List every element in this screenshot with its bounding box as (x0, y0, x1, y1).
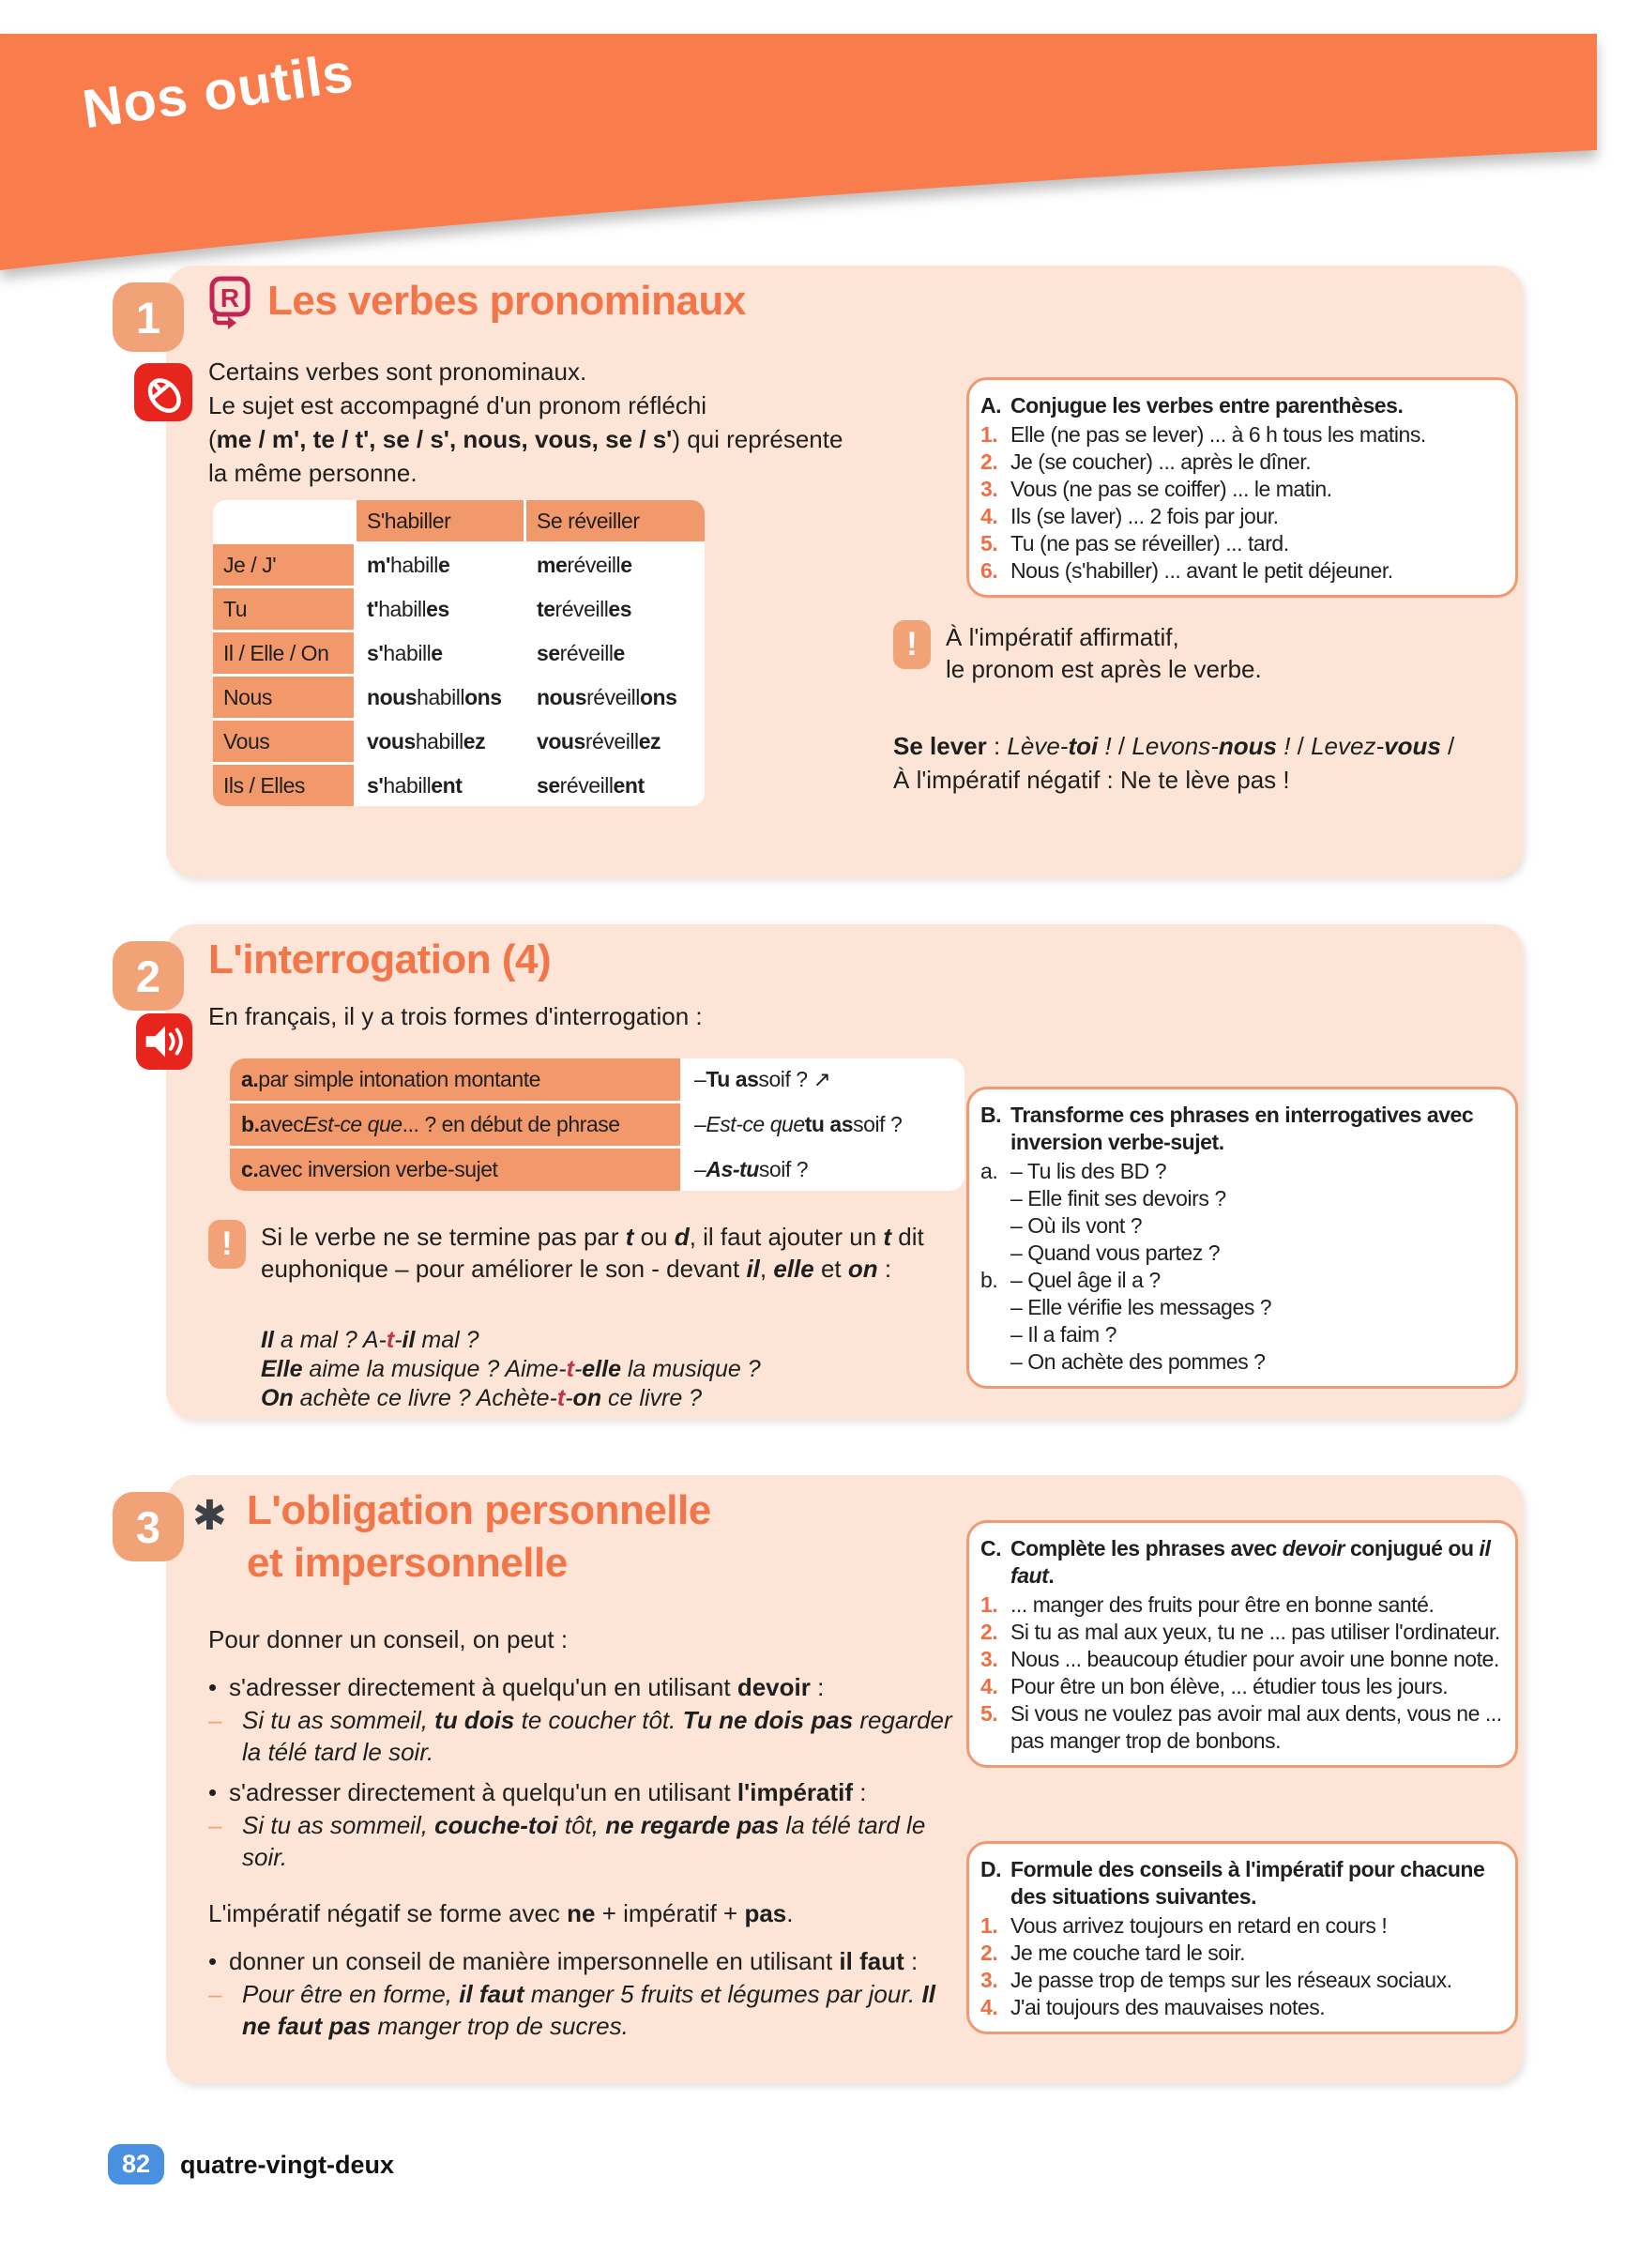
exercise-b-item: – Où ils vont ? (1010, 1213, 1143, 1238)
exercise-d-letter: D. (980, 1857, 1002, 1881)
table-cell: me réveill e (526, 544, 705, 586)
table-cell: m' habill e (357, 544, 524, 586)
table-cell: vous habill ez (357, 721, 524, 762)
exercise-b-box (966, 1087, 1518, 1389)
section-1-warning-text: À l'impératif affirmatif, le pronom est après le verbe. (946, 623, 1262, 683)
exercise-d-item: 2. Je me couche tard le soir. (980, 1941, 1246, 1965)
form-row-right: – As-tu soif ? (683, 1149, 964, 1191)
euphonic-t-examples: Il a mal ? A-t-il mal ? Elle aime la musique ? Aime-t-elle la musique ? On achète ce livre ? Achète-t-on ce livre ? (261, 1327, 761, 1411)
form-row-left: c. avec inversion verbe-sujet (230, 1149, 680, 1191)
exercise-b-item: – Il a faim ? (1010, 1322, 1116, 1347)
table-cell: s' habill ent (357, 765, 524, 806)
table-cell: nous réveill ons (526, 677, 705, 718)
page-title: Nos outils (79, 41, 357, 141)
exercise-a-item: 3. Vous (ne pas se coiffer) ... le matin. (980, 477, 1332, 501)
section-1-title-row (205, 275, 746, 333)
table-row-label: Je / J' (213, 544, 354, 586)
negative-imperative-rule: L'impératif négatif se forme avec ne + impératif + pas. (208, 1899, 794, 1927)
table-cell: t' habill es (357, 588, 524, 630)
exercise-a-item: 1. Elle (ne pas se lever) ... à 6 h tous les matins. (980, 422, 1426, 447)
exercise-a-item: 4. Ils (se laver) ... 2 fois par jour. (980, 504, 1279, 528)
advice-example-imperatif: – Si tu as sommeil, couche-toi tôt, ne regarde pas la télé tard le soir. (208, 1811, 926, 1871)
exercise-c-item: 2. Si tu as mal aux yeux, tu ne ... pas utiliser l'ordinateur. (980, 1620, 1500, 1644)
advice-bullet-imperatif: • s'adresser directement à quelqu'un en utilisant l'impératif : (208, 1778, 867, 1806)
table-row-label: Il / Elle / On (213, 632, 354, 674)
page-number-badge: 82 (108, 2144, 164, 2184)
svg-text:R: R (220, 283, 240, 312)
exercise-d-box (966, 1841, 1518, 2034)
exercise-c-item: 1. ... manger des fruits pour être en bonne santé. (980, 1592, 1435, 1617)
exercise-b-item: – Quand vous partez ? (1010, 1241, 1221, 1265)
table-cell: se réveill ent (526, 765, 705, 806)
exercise-b-item: – Elle finit ses devoirs ? (1010, 1186, 1226, 1210)
banner (0, 0, 1625, 300)
table-cell: se réveill e (526, 632, 705, 674)
interrogation-forms-table (230, 1058, 964, 1191)
advice-intro: Pour donner un conseil, on peut : (208, 1625, 569, 1653)
exercise-b-item: b. – Quel âge il a ? (980, 1268, 1161, 1292)
exercise-b-title: B. Transforme ces phrases en interrogatives avec inversion verbe-sujet. (980, 1103, 1474, 1154)
exercise-c-letter: C. (980, 1536, 1002, 1560)
section-1-number-badge: 1 (113, 282, 184, 352)
table-cell: te réveill es (526, 588, 705, 630)
table-row-label: Tu (213, 588, 354, 630)
exercise-c-item: 4. Pour être un bon élève, ... étudier tous les jours. (980, 1674, 1449, 1698)
advice-bullet-il-faut: • donner un conseil de manière impersonnelle en utilisant il faut : (208, 1947, 919, 1975)
table-header-se-reveiller: Se réveiller (526, 500, 705, 541)
conjugation-table (213, 500, 705, 806)
form-row-right: – Est-ce que tu as soif ? (683, 1104, 964, 1146)
exercise-a-item: 2. Je (se coucher) ... après le dîner. (980, 449, 1312, 474)
table-header-shabiller: S'habiller (357, 500, 524, 541)
section-2-title-row (208, 934, 551, 986)
table-cell: vous réveill ez (526, 721, 705, 762)
star-icon: ✱ (192, 1493, 227, 1539)
exercise-d-item: 4. J'ai toujours des mauvaises notes. (980, 1995, 1326, 2019)
section-1-warning (893, 620, 1262, 685)
exercise-c-box (966, 1520, 1518, 1768)
table-cell: nous habill ons (357, 677, 524, 718)
section-2-warning-text: Si le verbe ne se termine pas par t ou d, il faut ajouter un t dit euphonique – pour améliorer le son - devant il, elle et on : (261, 1223, 924, 1283)
table-row-label: Vous (213, 721, 354, 762)
advice-bullet-devoir: • s'adresser directement à quelqu'un en utilisant devoir : (208, 1673, 825, 1701)
table-header-empty (213, 500, 354, 541)
section-1-card (135, 266, 1523, 877)
exercise-b-item: a. – Tu lis des BD ? (980, 1159, 1167, 1183)
form-row-left: b. avec Est-ce que ... ? en début de phrase (230, 1104, 680, 1146)
warning-icon: ! (893, 620, 931, 669)
section-1-title: Les verbes pronominaux (267, 278, 746, 324)
mouse-activity-icon (134, 363, 192, 421)
exercise-a-title: A. Conjugue les verbes entre parenthèses. (980, 393, 1404, 418)
section-3-title-line1: L'obligation personnelle (247, 1487, 711, 1533)
table-cell: s' habill e (357, 632, 524, 674)
table-row-label: Nous (213, 677, 354, 718)
section-2-warning (208, 1220, 924, 1285)
imperative-example: Se lever : Lève-toi ! / Levons-nous ! / Levez-vous / À l'impératif négatif : Ne te lève pas ! (893, 732, 1455, 794)
section-3-card (135, 1475, 1523, 2083)
exercise-a-item: 5. Tu (ne pas se réveiller) ... tard. (980, 531, 1289, 556)
advice-example-devoir: – Si tu as sommeil, tu dois te coucher tôt. Tu ne dois pas regarder la télé tard le soir. (208, 1706, 952, 1766)
section-2-number-badge: 2 (113, 941, 184, 1011)
warning-icon: ! (208, 1220, 246, 1269)
advice-example-il-faut: – Pour être en forme, il faut manger 5 fruits et légumes par jour. Il ne faut pas manger trop de sucres. (208, 1980, 935, 2040)
exercise-a-letter: A. (980, 393, 1002, 418)
section-3-body (208, 1623, 959, 2050)
exercise-d-item: 3. Je passe trop de temps sur les réseaux sociaux. (980, 1968, 1452, 1992)
section-2-intro: En français, il y a trois formes d'interrogation : (208, 1002, 703, 1030)
section-3-title-line2: et impersonnelle (247, 1540, 568, 1586)
section-2-title: L'interrogation (4) (208, 936, 552, 982)
form-row-right: – Tu as soif ? ↗ (683, 1058, 964, 1101)
section-3-number-badge: 3 (113, 1492, 184, 1561)
exercise-b-item: – Elle vérifie les messages ? (1010, 1295, 1272, 1319)
section-2-card (135, 924, 1523, 1419)
table-row-label: Ils / Elles (213, 765, 354, 806)
exercise-d-title: D. Formule des conseils à l'impératif pour chacune des situations suivantes. (980, 1857, 1485, 1909)
exercise-a-item: 6. Nous (s'habiller) ... avant le petit déjeuner. (980, 558, 1393, 583)
form-row-left: a. par simple intonation montante (230, 1058, 680, 1101)
exercise-b-item: – On achète des pommes ? (1010, 1349, 1266, 1374)
page-number-word: quatre-vingt-deux (180, 2151, 395, 2179)
exercise-c-item: 5. Si vous ne voulez pas avoir mal aux dents, vous ne ... pas manger trop de bonbons. (980, 1701, 1502, 1753)
exercise-c-item: 3. Nous ... beaucoup étudier pour avoir une bonne note. (980, 1647, 1499, 1671)
exercise-a-box (966, 377, 1518, 598)
section-1-intro: Certains verbes sont pronominaux. Le sujet est accompagné d'un pronom réfléchi (me / m', te / t', se / s', nous, vous, se / s') qui représente la même personne. (208, 358, 843, 487)
exercise-c-title: C. Complète les phrases avec devoir conjugué ou il faut. (980, 1536, 1491, 1588)
revision-icon (205, 275, 254, 333)
exercise-d-item: 1. Vous arrivez toujours en retard en cours ! (980, 1913, 1388, 1938)
exercise-b-letter: B. (980, 1103, 1002, 1127)
speaker-audio-icon (136, 1013, 192, 1070)
